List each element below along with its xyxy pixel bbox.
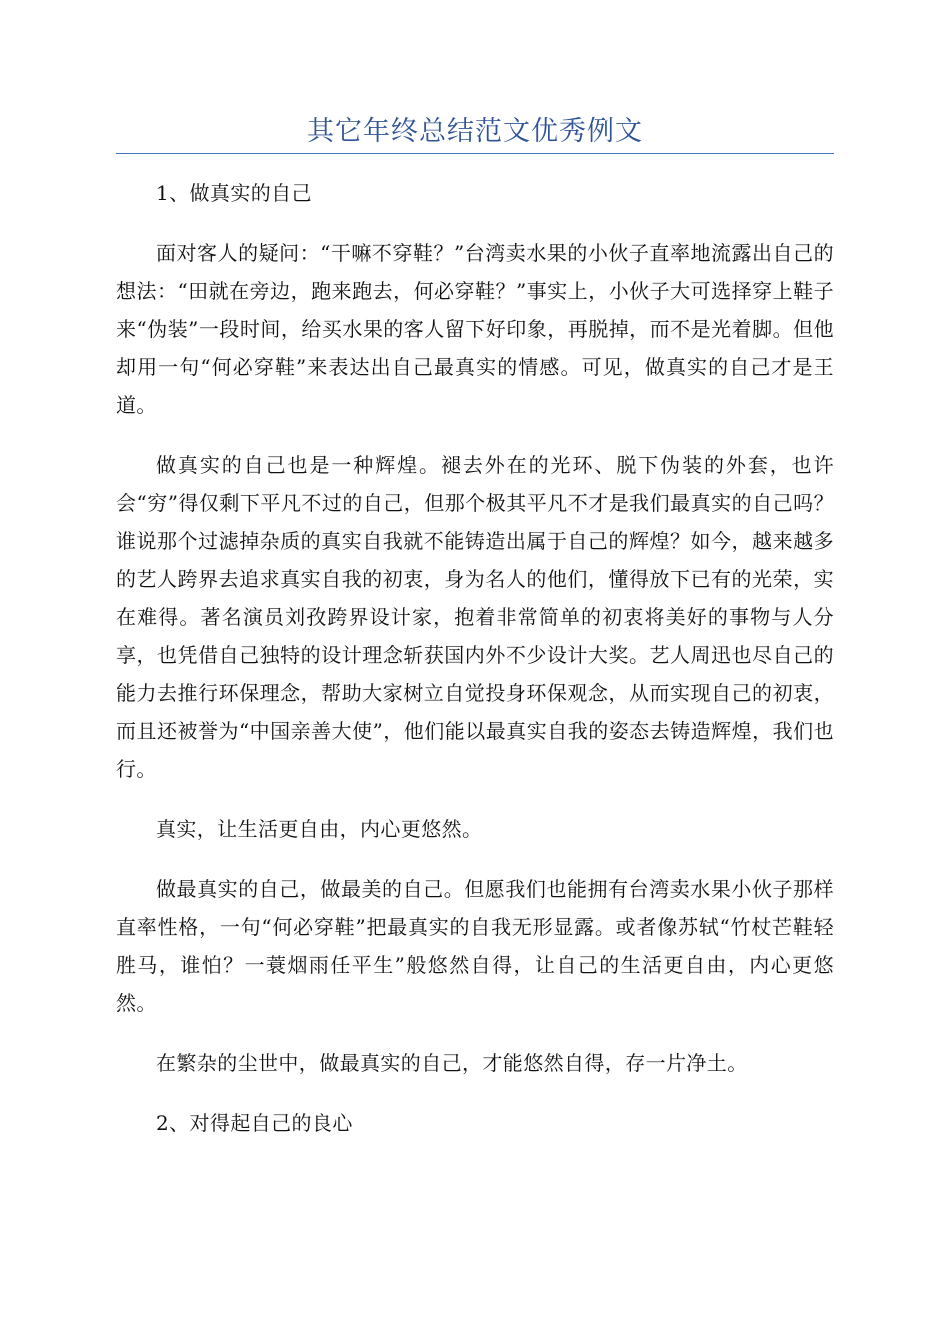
body-paragraph: 在繁杂的尘世中，做最真实的自己，才能悠然自得，存一片净土。 (156, 1051, 748, 1075)
section-heading-1: 1、做真实的自己 (156, 181, 312, 205)
section-heading-2: 2、对得起自己的良心 (156, 1111, 353, 1135)
body-paragraph: 面对客人的疑问：“干嘛不穿鞋？”台湾卖水果的小伙子直率地流露出自己的想法：“田就在旁边，跑来跑去，何必穿鞋？”事实上，小伙子大可选择穿上鞋子来“伪装”一段时间，给买水果的客人留下好印象，再脱掉，而不是光着脚。但他却用一句“何必穿鞋”来表达出自己最真实的情感。可见，做真实的自己才是王道。 (116, 241, 834, 417)
title-underline (116, 153, 834, 154)
document-title: 其它年终总结范文优秀例文 (307, 116, 643, 147)
document-body (116, 174, 834, 1164)
body-paragraph: 真实，让生活更自由，内心更悠然。 (156, 817, 483, 841)
body-paragraph: 做真实的自己也是一种辉煌。褪去外在的光环、脱下伪装的外套，也许会“穷”得仅剩下平凡不过的自己，但那个极其平凡不才是我们最真实的自己吗？谁说那个过滤掉杂质的真实自我就不能铸造出属于自己的辉煌？如今，越来越多的艺人跨界去追求真实自我的初衷，身为名人的他们，懂得放下已有的光荣，实在难得。著名演员刘孜跨界设计家，抱着非常简单的初衷将美好的事物与人分享，也凭借自己独特的设计理念斩获国内外不少设计大奖。艺人周迅也尽自己的能力去推行环保理念，帮助大家树立自觉投身环保观念，从而实现自己的初衷，而且还被誉为“中国亲善大使”，他们能以最真实自我的姿态去铸造辉煌，我们也行。 (116, 453, 834, 781)
body-paragraph: 做最真实的自己，做最美的自己。但愿我们也能拥有台湾卖水果小伙子那样直率性格，一句“何必穿鞋”把最真实的自我无形显露。或者像苏轼“竹杖芒鞋轻胜马，谁怕？一蓑烟雨任平生”般悠然自得，让自己的生活更自由，内心更悠然。 (116, 877, 834, 1015)
